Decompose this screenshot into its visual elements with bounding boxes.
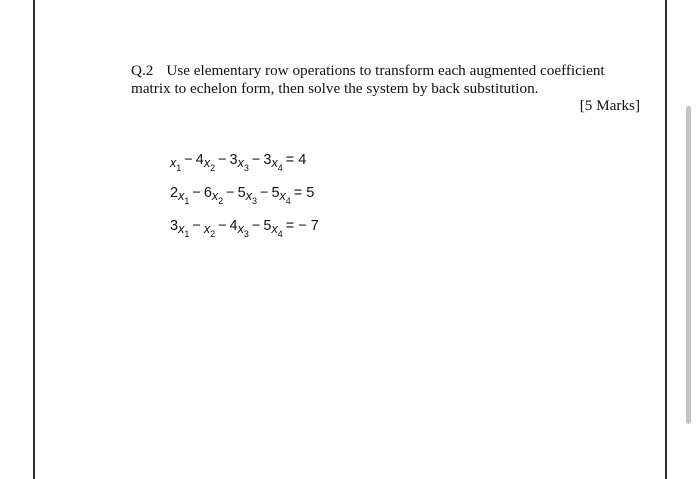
variable-subscript: 3: [243, 163, 249, 173]
coefficient: 4: [229, 218, 238, 234]
equation-rhs: = − 7: [285, 218, 319, 234]
operator: −: [218, 218, 227, 234]
variable-subscript: 4: [277, 163, 283, 173]
coefficient: 4: [195, 152, 204, 168]
variable: $x_1$: [170, 156, 182, 173]
variable: $x_2$: [203, 156, 216, 173]
coefficient: 3: [170, 218, 179, 234]
equation-system: [170, 150, 322, 249]
coefficient: 2: [170, 185, 179, 201]
variable-subscript: 2: [210, 163, 216, 173]
variable-subscript: 3: [243, 229, 249, 239]
operator: −: [184, 152, 193, 168]
coefficient: 6: [203, 185, 212, 201]
operator: −: [259, 185, 269, 201]
equation-row: [170, 183, 322, 216]
variable: $x_4$: [279, 189, 291, 206]
variable-subscript: 4: [277, 229, 283, 239]
operator: −: [251, 152, 261, 168]
page-border-left: [33, 0, 35, 479]
equation-row: [170, 216, 322, 249]
variable-subscript: 4: [285, 196, 291, 206]
operator: −: [192, 185, 201, 201]
variable: $x_3$: [237, 222, 249, 239]
variable-subscript: 3: [251, 196, 257, 206]
operator: −: [226, 185, 235, 201]
scrollbar-thumb[interactable]: [686, 106, 691, 424]
variable: $x_3$: [237, 156, 249, 173]
operator: −: [192, 218, 201, 234]
question-line-1: Use elementary row operations to transform each augmented coefficient: [166, 62, 605, 79]
equation-rhs: = 5: [293, 185, 315, 201]
operator: −: [251, 218, 261, 234]
variable: $x_2$: [203, 222, 216, 239]
variable-subscript: 2: [210, 229, 216, 239]
variable: $x_4$: [271, 222, 283, 239]
question-text: [131, 62, 621, 98]
equation-row: [170, 150, 322, 183]
variable-subscript: 1: [176, 163, 182, 173]
variable: $x_4$: [271, 156, 283, 173]
variable: $x_1$: [178, 222, 190, 239]
variable-subscript: 1: [184, 196, 190, 206]
variable: $x_2$: [211, 189, 224, 206]
operator: −: [218, 152, 227, 168]
coefficient: 5: [237, 185, 246, 201]
marks-label: [5 Marks]: [579, 97, 640, 114]
question-number: Q.2: [131, 62, 154, 79]
coefficient: 3: [229, 152, 238, 168]
coefficient: 5: [271, 185, 280, 201]
variable: $x_3$: [245, 189, 257, 206]
equation-rhs: = 4: [285, 152, 307, 168]
page-border-right: [665, 0, 667, 479]
variable: $x_1$: [178, 189, 190, 206]
coefficient: 5: [263, 218, 272, 234]
variable-subscript: 2: [218, 196, 224, 206]
variable-subscript: 1: [184, 229, 190, 239]
coefficient: 3: [263, 152, 272, 168]
question-line-2: matrix to echelon form, then solve the system by back substitution.: [131, 80, 539, 97]
